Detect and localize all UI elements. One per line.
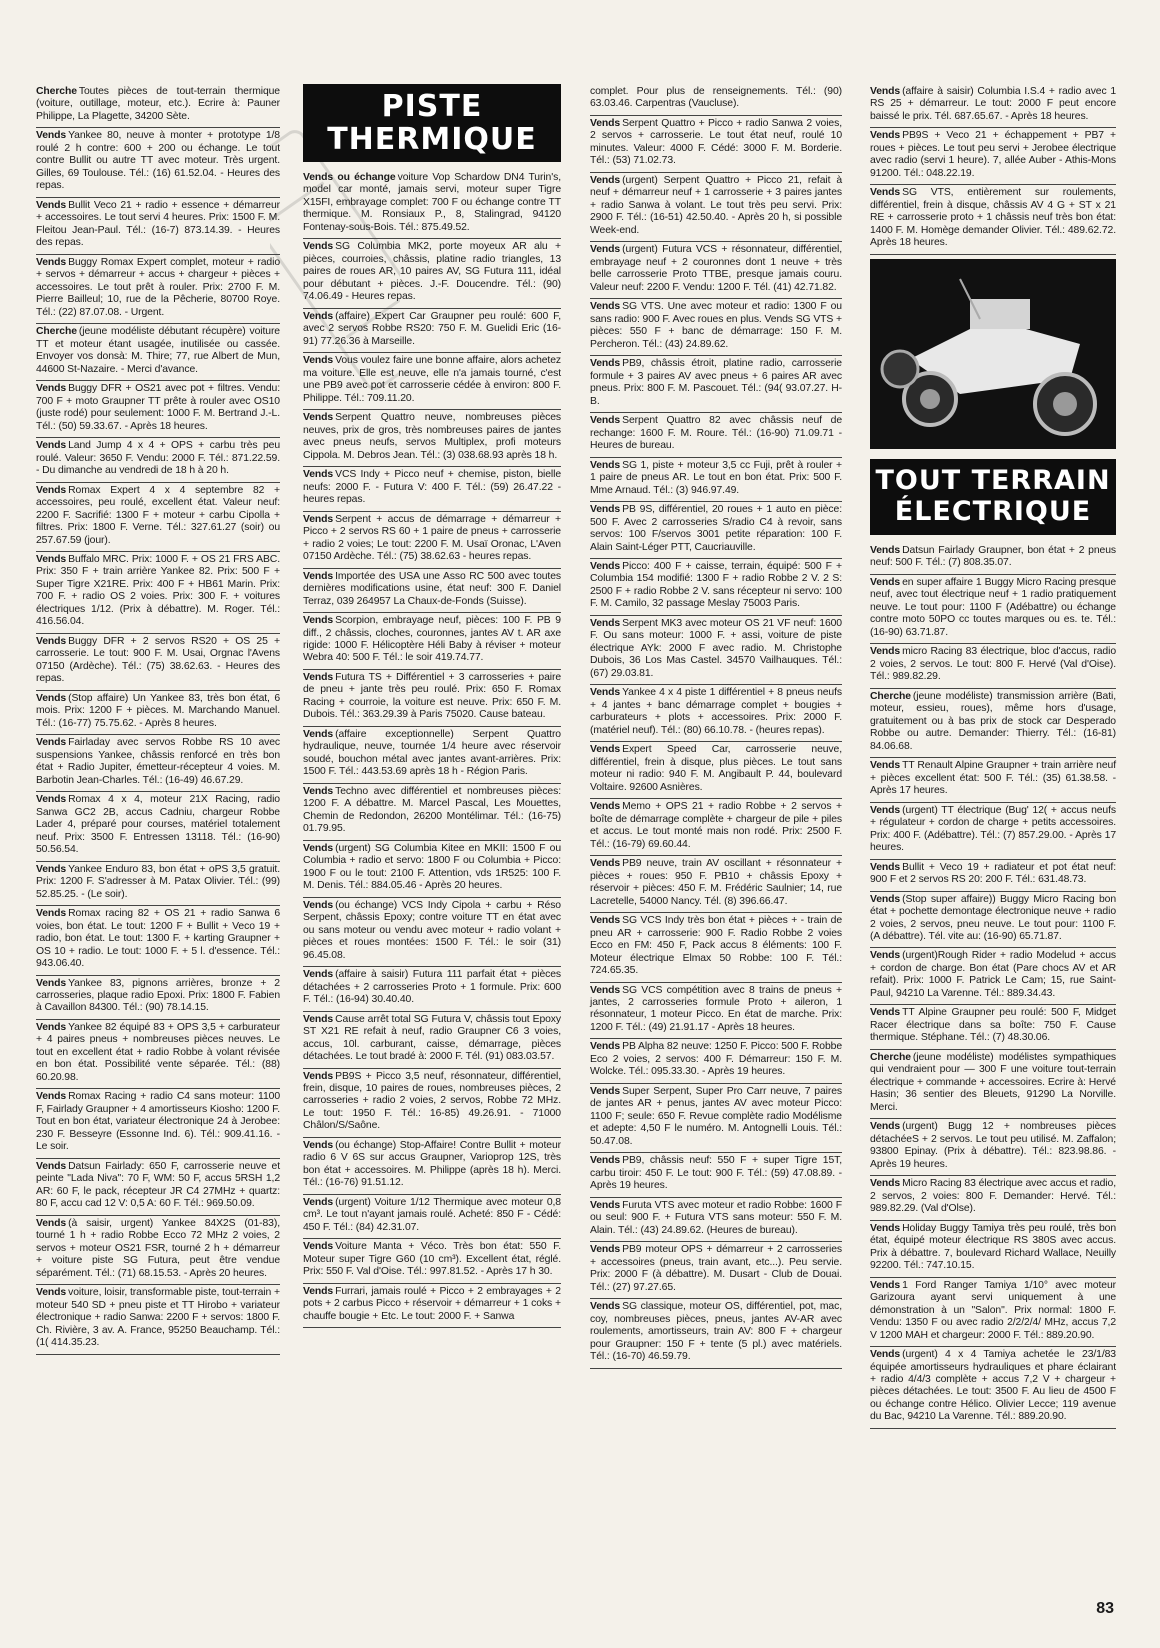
ad-text: voiture Vop Schardow DN4 Turin's, model car monté, jamais servi, moteur super Tigre X15FI, embrayage complet: 700 F ou échange contre TT thermique. M. Ronsiaux P., 8, Stalingrad, 94120 Fontenay-sous-Bois. Tél.: 875.49.52. (303, 172, 561, 233)
ad-text: TT Alpine Graupner peu roulé: 500 F, Midget Racer électrique dans sa boîte: 750 F. Cause thermique. Stéphane. Tél.: (7) 48.30.06. (870, 1007, 1116, 1044)
classified-ad (870, 84, 1116, 128)
ad-lead-word: Vends (590, 504, 621, 516)
ad-lead-word: Vends (590, 244, 621, 256)
ad-text: Romax Racing + radio C4 sans moteur: 1100 F, Fairlady Graupner + 4 amortisseurs Kiosho: 1200 F. Tout en bon état, variateur électronique 24 à Jerobee: 230 F. Besseyre (Essonne Ind. 6). Tél.: 909.41.16. - Le soir. (36, 1091, 280, 1153)
classified-ad (36, 483, 280, 552)
ad-lead-word: Vends (870, 1279, 901, 1291)
classified-ad (870, 1278, 1116, 1347)
ad-text: SG VCS Indy très bon état + pièces + - train de pneu AR + carrosserie: 900 F. Radio Robbe 2 voies Ecco en FM: 450 F, Pack accus 8 éléments: 100 F. Moteur électrique Elmax 50 Robbe: 100 F. Tél.: 724.65.35. (590, 915, 842, 977)
classified-ad (303, 841, 561, 898)
classified-ad (303, 1284, 561, 1328)
ad-text: Picco: 400 F + caisse, terrain, équipé: 500 F + Columbia 154 modifié: 1300 F + radio Robbe 2 V. 2 S: 2500 F + radio Robbe 2 V. sans récepteur ni servo: 100 F. M. Camilo, 32 passage Meslay 75003 Paris. (590, 560, 842, 610)
section-banner-tout-terrain-electrique (870, 459, 1116, 535)
classified-ad (870, 860, 1116, 892)
ad-lead-word: Vends (590, 358, 621, 370)
ad-text: Super Serpent, Super Pro Carr neuve, 7 paires de jantes AR + penus, jantes AV avec moteur Picco: 1100 F; seule: 650 F. Revue complète radio Modélisme et adepte: 4,50 F le numéro. M. Antognelli Louis. Tél.: 50.47.08. (590, 1085, 842, 1147)
ad-text: Yankee 4 x 4 piste 1 différentiel + 8 pneus neufs + 4 jantes + banc démarrage complet + bougies + carburateurs + plots + accessoires. Prix: 2000 F. (matériel neuf). Tél.: (80) 66.10.78. - (heures repas). (590, 687, 842, 736)
classified-ad (36, 735, 280, 792)
ad-lead-word: Vends (36, 484, 67, 496)
ad-lead-word: Vends (870, 544, 901, 556)
classified-ad (590, 1299, 842, 1368)
classified-ad (36, 381, 280, 438)
rc-buggy-photo (870, 259, 1116, 449)
ad-text: Futura TS + Différentiel + 3 carrosseries + paire de pneu + jante très peu roulé. Prix: 650 F. Romax Racing + courroie, la voiture est neuve. Prix: 650 F. M. Dubois. Tél.: 363.29.39 à Paris 75020. Cause bateau. (303, 671, 561, 721)
ad-lead-word: Cherche (36, 326, 77, 338)
ad-text: (urgent) Bugg 12 + nombreuses pièces détachéeS + 2 servos. Le tout peu utilisé. M. Zaffalon; 93800 Epinay. (Prix à débattre). Tél.: 823.98.86. - Après 19 heures. (870, 1121, 1116, 1170)
classified-ad (870, 1119, 1116, 1176)
classified-ad (36, 862, 280, 906)
ad-text: (Stop super affaire)) Buggy Micro Racing bon état + pochette demontage électronique neuve + radio 2 voies, 2 servos, pneu neuve. Le tout pour: 1100 F. (A débattre). Tél. vite au: (16-90) 65.71.87. (870, 893, 1116, 942)
ad-lead-word: Cherche (870, 1051, 911, 1063)
classifieds-column-3 (590, 84, 842, 1369)
ad-text: (jeune modéliste) transmission arrière (Bati, moteur, essieu, roues), même hors d'usage, gratuitement ou à bas prix de stock car Desperado Robbe ou autre. Demander: Thierry. Tél.: (16-81) 84.06.68. (870, 690, 1116, 752)
classified-ad (870, 1050, 1116, 1119)
ad-lead-word: Vends (590, 1301, 621, 1313)
ad-lead-word: Vends (590, 1085, 621, 1097)
ad-text: Yankee 82 équipé 83 + OPS 3,5 + carburateur + 4 paires pneus + nombreuses pièces neuves. Le tout en excellent état + radio Robbe à volant révisée en bon état. Possibilité vente séparée. Tél.: (88) 60.20.98. (36, 1021, 280, 1083)
ad-text: (urgent) Serpent Quattro + Picco 21, refait à neuf + démarreur neuf + 1 carrosserie + 3 paires jantes + radio Sanwa à volant. Le tout très peu servi. Prix: 2900 F. Tél.: (16-51) 42.50.40. - Après 20 h, si possible Week-end. (590, 174, 842, 236)
ad-text: Holiday Buggy Tamiya très peu roulé, très bon état, équipé moteur électrique RS 380S avec accus. Prix à débattre. 7, boulevard Richard Wallace, Neuilly 92200. Tél.: 747.10.15. (870, 1222, 1116, 1272)
classified-ad (36, 324, 280, 381)
ad-lead-word: Vends (870, 86, 901, 97)
ad-lead-word: Vends (303, 969, 334, 981)
classified-ad (590, 983, 842, 1040)
ad-lead-word: Vends (870, 1222, 901, 1234)
ad-lead-word: Vends (870, 646, 901, 658)
ad-text: Importée des USA une Asso RC 500 avec toutes dernières modifications usine, état neuf: 300 F. Daniel Terraz, 039 264957 La Chaux-de-Fonds (Suisse). (303, 570, 561, 607)
classified-ad (36, 1089, 280, 1158)
ad-lead-word: Vends (36, 692, 67, 704)
ad-text: Buggy Romax Expert complet, moteur + radio + servos + démarreur + accus + chargeur + pièces + accessoires. Le tout prêt à rouler. Prix: 2700 F. M. Pierre Bailleul; 10, rue de la Pêcherie, 80700 Roye. Tél.: (22) 87.07.08. - Urgent. (36, 256, 280, 318)
ad-lead-word: Vends ou échange (303, 172, 396, 183)
classified-ad (870, 575, 1116, 644)
ad-lead-word: Vends (303, 412, 334, 424)
classified-ad (303, 1195, 561, 1239)
ad-lead-word: Vends (36, 908, 67, 920)
ad-text: Bullit + Veco 19 + radiateur et pot état neuf: 900 F et 2 servos RS 20: 200 F. Tél.: 631.48.73. (870, 861, 1116, 886)
ad-text: (à saisir, urgent) Yankee 84X2S (01-83), tourné 1 h + radio Robbe Ecco 72 MHz 2 voies, 2 servos + moteur OS21 FSR, tourné 2 h + démarreur + voiture piste SG Futura, peut être vendue séparément. Tél.: (71) 68.15.53. - Après 20 heures. (36, 1217, 280, 1279)
classified-ad (303, 898, 561, 967)
ad-lead-word: Vends (303, 355, 334, 367)
ad-text: (urgent) Futura VCS + résonnateur, différentiel, embrayage neuf + 2 couronnes dont 1 neuve + très belle carrosserie Proto TTBE, presque jamais couru. Valeur neuf: 2200 F. Vendu: 1200 F. Tél. (41) 42.71.82. (590, 244, 842, 293)
classified-ad (303, 309, 561, 353)
ad-lead-word: Vends (590, 117, 621, 129)
ad-text: (jeune modéliste) modélistes sympathiques qui vendraient pour — 300 F une voiture tout-terrain électrique + commande + accessoires. Ecrire à: Hervé Hasin; 36 sentier des Bleuets, 91290 La Norville. Merci. (870, 1051, 1116, 1113)
classified-ad (303, 784, 561, 841)
ad-lead-word: Vends (590, 301, 621, 313)
classified-ad (590, 742, 842, 799)
ad-lead-word: Vends (36, 199, 67, 211)
ad-text: Buffalo MRC. Prix: 1000 F. + OS 21 FRS ABC. Prix: 350 F + train arrière Yankee 82. Prix: 500 F + Super Tigre X21RE. Prix: 400 F + HB61 Marin. Prix: 700 F. + radio OS 2 voies. Prix: 300 F. + voitures électriques 1/12. (Prix à débattre). M. Roger. Tél.: 416.56.04. (36, 553, 280, 628)
classified-ad (36, 1285, 280, 1354)
ad-text: (urgent) SG Columbia Kitee en MKII: 1500 F ou Columbia + radio et servo: 1800 F ou Columbia + Picco: 1900 F ou le tout: 2100 F. Attention, vds 1R525: 100 F. M. Denis. Tél.: 884.05.46 - Après 20 heures. (303, 842, 561, 892)
ad-text: PB9, châssis étroit, platine radio, carrosserie formule + 3 paires AV avec pneus + 6 paires AR avec pneus. Prix: 800 F. M. Pascouet. Tél.: (94( 93.07.27. H-B. (590, 358, 842, 407)
classified-ad (590, 458, 842, 502)
ad-text: Cause arrêt total SG Futura V, châssis tout Epoxy ST X21 RE refait à neuf, radio Graupner C6 3 voies, accus, 10l. carburant, caisse, démarrage, pièces détachées. Le tout bradé à: 2000 F. Tél. (91) 083.03.57. (303, 1013, 561, 1063)
ad-lead-word: Vends (36, 794, 67, 806)
ad-text: SG 1, piste + moteur 3,5 cc Fuji, prêt à rouler + 1 paire de pneus AR. Le tout en bon état. Prix: 500 F. Mme Arnaud. Tél.: (3) 946.97.49. (590, 459, 842, 496)
ad-text: Toutes pièces de tout-terrain thermique (voiture, outillage, moteur, etc.). Ecrire à: Pauner Philippe, La Plagette, 34200 Sète. (36, 86, 280, 122)
classified-ad (590, 685, 842, 742)
ad-text: 1 Ford Ranger Tamiya 1/10° avec moteur Garizoura ayant servi uniquement à une démonstration à un "Salon". Prix normal: 1800 F. Vendu: 1350 F ou avec radio 2/2/2/4/ MHz, accus 7,2 V 1200 MAH et chargeur: 2000 F. Tél.: 889.20.90. (870, 1279, 1116, 1341)
ad-text: (Stop affaire) Un Yankee 83, très bon état, 6 mois. Prix: 1200 F + pièces. M. Marchando Manuel. Tél.: (16-77) 75.75.62. - Après 8 heures. (36, 692, 280, 729)
ad-text: Vous voulez faire une bonne affaire, alors achetez ma voiture. Elle est neuve, elle n'a jamais tourné, c'est une PB9 avec pot et carrosserie cédée à environ: 800 F. Philippe. Tél.: 709.11.20. (303, 355, 561, 404)
classified-ad (36, 438, 280, 482)
classified-ad (303, 1069, 561, 1138)
classified-ad (590, 1198, 842, 1242)
ad-text: voiture, loisir, transformable piste, tout-terrain + moteur 540 SD + pneu piste et TT Hirobo + variateur électronique + radio Sanwa: 2200 F + servos: 1800 F. Ch. Rivière, 3 av. A. France, 95250 Beauchamp. Tél.: (1( 414.35.23. (36, 1287, 280, 1349)
ad-lead-word: Vends (36, 553, 67, 565)
ad-text: Scorpion, embrayage neuf, pièces: 100 F. PB 9 diff., 2 châssis, cloches, couronnes, jantes AV t. AR axe rigide: 1000 F. Hélicoptère Héli Baby à réviser + moteur Webra 40: 500 F. Tél.: le soir 419.74.77. (303, 615, 561, 664)
ad-lead-word: Vends (303, 1139, 334, 1151)
ad-lead-word: Vends (303, 513, 334, 525)
ad-lead-word: Vends (870, 130, 901, 142)
ad-text: PB9, châssis neuf: 550 F + super Tigre 15T, carbu tiroir: 450 F. Le tout: 900 F. Tél.: (59) 47.08.89. - Après 19 heures. (590, 1155, 842, 1192)
ad-lead-word: Vends (870, 950, 901, 962)
ad-lead-word: Vends (590, 560, 621, 572)
ad-lead-word: Vends (590, 1041, 621, 1053)
classified-ad (590, 1084, 842, 1153)
ad-lead-word: Vends (870, 1121, 901, 1133)
classified-ad (36, 634, 280, 691)
ad-text: (affaire) Expert Car Graupner peu roulé: 600 F, avec 2 servos Robbe RS20: 750 F. M. Guelidi Eric (16-91) 77.26.36 à Marseille. (303, 310, 561, 347)
ad-text: Furuta VTS avec moteur et radio Robbe: 1600 F ou seul: 900 F. + Futura VTS sans moteur: 550 F. M. Alain. Tél.: (43) 24.89.62. (Heures de bureau). (590, 1199, 842, 1236)
classified-ad (36, 128, 280, 197)
classified-ad (590, 799, 842, 856)
ad-lead-word: Vends (303, 310, 334, 322)
ad-text: Datsun Fairlady Graupner, bon état + 2 pneus neuf: 500 F. Tél.: (7) 808.35.07. (870, 544, 1116, 569)
classified-ad (36, 976, 280, 1020)
ad-lead-word: Vends (36, 977, 67, 989)
ad-lead-word: Vends (870, 760, 901, 772)
ad-lead-word: Vends (303, 1070, 334, 1082)
ad-lead-word: Vends (870, 804, 901, 816)
ad-lead-word: Vends (36, 1091, 67, 1103)
classified-ad (36, 906, 280, 975)
ad-lead-word: Vends (870, 1349, 901, 1361)
ad-lead-word: Vends (590, 744, 621, 756)
ad-lead-word: Vends (36, 1021, 67, 1033)
ad-text: PB9 neuve, train AV oscillant + résonnateur + pièces + roues: 950 F. PB10 + châssis Epoxy + réservoir + pièces: 450 F. M. Frédéric Saulnier; 14, rue Lacretelle, 54000 Nancy. Tél. (8) 396.66.47. (590, 858, 842, 907)
ad-lead-word: Vends (303, 1241, 334, 1253)
classified-ad (303, 1138, 561, 1195)
ad-text: PB Alpha 82 neuve: 1250 F. Picco: 500 F. Robbe Eco 2 voies, 2 servos: 400 F. Démarreur: 150 F. M. Wolcke. Tél.: 095.33.30. - Après 19 heures. (590, 1041, 842, 1078)
classified-ad (590, 413, 842, 457)
ad-lead-word: Vends (590, 617, 621, 629)
classified-ad (590, 84, 842, 116)
ad-lead-word: Vends (303, 469, 334, 481)
ad-text: Serpent Quattro 82 avec châssis neuf de rechange: 1600 F. M. Roure. Tél.: (16-90) 71.09.71 - Heures de bureau. (590, 415, 842, 452)
ad-text: Romax 4 x 4, moteur 21X Racing, radio Sanwa GC2 2B, accus Cadniu, chargeur Robbe Lader 4, préparé pour courses, matériel totalement neuf. Prix: 3500 F. Entressen 13118. Tél.: (16-90) 50.56.54. (36, 794, 280, 856)
classified-ad (590, 502, 842, 559)
classified-ad (590, 1242, 842, 1299)
classified-ad (590, 856, 842, 913)
classified-ad (590, 1153, 842, 1197)
ad-text: VCS Indy + Picco neuf + chemise, piston, bielle neufs: 2000 F. - Futura V: 400 F. Tél.: (59) 26.47.22 - heures repas. (303, 469, 561, 506)
classified-ad (36, 552, 280, 634)
classified-ad (303, 353, 561, 410)
ad-text: (jeune modéliste débutant récupère) voiture TT et moteur étant usagée, inutilisée ou cassée. Envoyer vos donsà: M. Thire; 77, rue Albert de Mun, 44600 St-Nazaire. - Merci d'avance. (36, 326, 280, 375)
ad-text: complet. Pour plus de renseignements. Tél.: (90) 63.03.46. Carpentras (Vaucluse). (590, 86, 842, 110)
ad-text: Datsun Fairlady: 650 F, carrosserie neuve et peinte "Lada Niva": 70 F, WM: 50 F, accus 5RSH 1,2 AR: 60 F, le pack, récepteur JR C4 27MHz + quartz: 80 F, accu cad 12 V: 0,5 A: 60 F. Tél.: 969.50.09. (36, 1160, 280, 1210)
classified-ad (36, 84, 280, 128)
ad-text: Land Jump 4 x 4 + OPS + carbu très peu roulé. Valeur: 3650 F. Vendu: 2000 F. Tél.: 871.22.59. - Du dimanche au vendredi de 18 h à 20 h. (36, 440, 280, 477)
ad-lead-word: Vends (590, 858, 621, 870)
classified-ad (870, 892, 1116, 949)
ad-lead-word: Vends (590, 915, 621, 927)
ad-lead-word: Vends (590, 984, 621, 996)
classified-ad (870, 128, 1116, 185)
classified-ad (590, 913, 842, 982)
ad-lead-word: Vends (590, 1155, 621, 1167)
classified-ad (303, 239, 561, 308)
ad-lead-word: Vends (303, 570, 334, 582)
classified-ad (36, 1159, 280, 1216)
classified-ad (590, 356, 842, 413)
ad-lead-word: Vends (303, 1196, 334, 1208)
ad-text: Techno avec différentiel et nombreuses pièces: 1200 F. A débattre. M. Marcel Pascal, Les Mouettes, Chemin de Redondon, 26200 Montélimar. Tél.: (16-75) 01.79.95. (303, 785, 561, 835)
ad-lead-word: Vends (303, 842, 334, 854)
ad-text: PB 9S, différentiel, 20 roues + 1 auto en pièce: 500 F. Avec 2 carrosseries S/radio C4 à revoir, sans servos: 100 F/servos 3001 petite réparation: 100 F. Alain Saint-Léger PTT, Caucriauville. (590, 504, 842, 553)
ad-lead-word: Cherche (870, 690, 911, 702)
ad-lead-word: Vends (590, 801, 621, 813)
ad-lead-word: Vends (303, 671, 334, 683)
ad-lead-word: Cherche (36, 86, 77, 97)
ad-lead-word: Vends (303, 728, 334, 740)
ad-lead-word: Vends (36, 1217, 67, 1229)
ad-text: Expert Speed Car, carrosserie neuve, différentiel, frein à disque, plus pièces. Le tout sans moteur ni radio: 940 F. M. Angibault P. 44, boulevard Voltaire. 92600 Asnières. (590, 744, 842, 793)
ad-text: Bullit Veco 21 + radio + essence + démarreur + accessoires. Le tout servi 4 heures. Prix: 1500 F. M. Fleitou Jean-Paul. Tél.: (16-7) 873.14.39. - Heures des repas. (36, 199, 280, 249)
ad-text: (affaire à saisir) Columbia I.S.4 + radio avec 1 RS 25 + démarreur. Le tout: 2000 F peut encore baissé le prix. Tél. 687.65.67. - Après 18 heures. (870, 86, 1116, 122)
classified-ad (870, 689, 1116, 758)
ad-text: Furrari, jamais roulé + Picco + 2 embrayages + 2 pots + 2 carbus Picco + réservoir + démarreur + 1 coks + chauffe bougie + Etc. Le tout: 2000 F. + Sanwa (303, 1285, 561, 1322)
classified-ad (303, 170, 561, 239)
ad-text: Romax Expert 4 x 4 septembre 82 + accessoires, peu roulé, excellent état. Valeur neuf: 2200 F. Sacrifié: 1300 F + moteur + carbu Cipolla + filtres. Prix: 1800 F. Verne. Tél.: 327.61.27 (soir) ou 257.67.59 (jour). (36, 484, 280, 546)
ad-lead-word: Vends (303, 899, 334, 911)
classified-ad (870, 1221, 1116, 1278)
classified-ad (303, 569, 561, 613)
ad-text: Memo + OPS 21 + radio Robbe + 2 servos + boîte de démarrage complète + chargeur de pile + piles et accus. Le tout monté mais non rodé. Prix: 2500 F. Tél.: (16-79) 69.60.44. (590, 801, 842, 850)
classified-ad (36, 255, 280, 324)
ad-lead-word: Vends (590, 174, 621, 186)
ad-text: Serpent Quattro + Picco + radio Sanwa 2 voies, 2 servos + carrosserie. Le tout état neuf, roulé 10 minutes. Valeur: 4000 F. Cédé: 3000 F. M. Borderie. Tél.: (53) 71.02.73. (590, 117, 842, 167)
classified-ad (303, 727, 561, 784)
ad-lead-word: Vends (36, 863, 67, 875)
classified-ad (870, 1176, 1116, 1220)
ad-lead-word: Vends (590, 687, 621, 699)
ad-text: Serpent Quattro neuve, nombreuses pièces neuves, prix de gros, très nombreuses paires de jantes avec pneus neufs, servos Multiplex, profi moteurs Cippola. M. Debros Jean. Tél.: (3) 038.68.93 après 18 h. (303, 412, 561, 461)
ad-lead-word: Vends (303, 1285, 334, 1297)
ad-text: Yankee 80, neuve à monter + prototype 1/8 roulé 2 h contre: 600 + 200 ou échange. Le tout contre Bullit ou autre TT avec moteur. Très urgent. Gilles, 69 Toulouse. Tél.: (16) 61.52.04. - Heures des repas. (36, 130, 280, 192)
ad-lead-word: Vends (303, 615, 334, 627)
ad-text: (ou échange) VCS Indy Cipola + carbu + Réso Serpent, châssis Epoxy; contre voiture TT en état avec ou sans moteur ou vendu avec moteur + radio volant + pièces et roues montées: 1500 F. Tél.: le soir (31) 96.45.08. (303, 899, 561, 961)
ad-text: SG classique, moteur OS, différentiel, pot, mac, coy, nombreuses pièces, pneus, jantes AV-AR avec roulements, amortisseurs, train AV: 800 F + chargeur pour Graupner: 150 F + tente (5 pl.) avec matériels. Tél.: (16-70) 46.59.79. (590, 1301, 842, 1363)
classified-ad (870, 543, 1116, 575)
ad-lead-word: Vends (870, 893, 901, 905)
classified-ad (870, 185, 1116, 254)
ad-text: (ou échange) Stop-Affaire! Contre Bullit + moteur radio 6 V 6S sur accus Graupner, Varioprop 12S, très bon état + accessoires. M. Philippe (après 18 h). Merci. Tél.: (16-76) 91.51.12. (303, 1139, 561, 1189)
classified-ad (870, 1005, 1116, 1049)
ad-lead-word: Vends (36, 635, 67, 647)
ad-lead-word: Vends (870, 576, 901, 588)
classified-ad (303, 512, 561, 569)
ad-lead-word: Vends (870, 861, 901, 873)
ad-text: (affaire exceptionnelle) Serpent Quattro hydraulique, neuve, tournée 1/4 heure avec réservoir soudé, bouchon métal avec jantes avant-arrières. Prix: 1500 F. Tél.: 443.53.69 après 18 h - Région Paris. (303, 728, 561, 778)
classified-ad (590, 116, 842, 173)
ad-text: Serpent MK3 avec moteur OS 21 VF neuf: 1600 F. Ou sans moteur: 1000 F. + assi, voiture de piste électrique AYk: 2000 F avec radio. M. Christophe Dubois, 36 Los Mas Castel. 34570 Vailhauques. Tél.: (67) 29.03.81. (590, 617, 842, 679)
ad-lead-word: Vends (303, 785, 334, 797)
ad-lead-word: Vends (870, 187, 901, 199)
ad-text: PB9S + Veco 21 + échappement + PB7 + roues + pièces. Le tout peu servi + Jerobee électrique avec radio (servi 1 heure). 7, allée Auber - Athis-Mons 91200. Tél.: 048.22.19. (870, 130, 1116, 179)
ad-lead-word: Vends (303, 1013, 334, 1025)
page-number: 83 (1096, 1600, 1114, 1617)
classified-ad (303, 967, 561, 1011)
classified-ad (303, 613, 561, 670)
ad-text: SG VTS, entièrement sur roulements, différentiel, frein à disque, châssis AV 4 G + ST x 21 RE + carrosserie proto + 1 châssis neuf très bon état: 1400 F. M. Homège demander Olivier. Tél.: 489.62.72. Après 18 heures. (870, 187, 1116, 249)
ad-text: Yankee 83, pignons arrières, bronze + 2 carrosseries, plaque radio Epoxi. Prix: 1800 F. Fabien à Cavaillon 84300. Tél.: (90) 78.14.15. (36, 977, 280, 1014)
classified-ad (36, 691, 280, 735)
ad-text: Buggy DFR + OS21 avec pot + filtres. Vendu: 700 F + moto Graupner TT prête à rouler avec OS10 (juste rodé) pour seulement: 1000 F. M. Bertrand J.-L. Tél.: (50) 59.33.67. - Après 18 heures. (36, 383, 280, 432)
classified-ad (36, 1216, 280, 1285)
classified-ad (590, 559, 842, 616)
tout-terrain-banner-text: TOUT TERRAIN ÉLECTRIQUE (875, 464, 1111, 527)
classified-ad (590, 616, 842, 685)
ad-lead-word: Vends (36, 440, 67, 452)
ad-text: Yankee Enduro 83, bon état + oPS 3,5 gratuit. Prix: 1200 F. S'adresser à M. Patax Olivier. Tél.: (99) 52.85.25. - (Le soir). (36, 863, 280, 900)
classified-ad (36, 792, 280, 861)
classified-ad (870, 803, 1116, 860)
classified-ad (303, 670, 561, 727)
classifieds-column-1 (36, 84, 280, 1355)
classified-ad (303, 1012, 561, 1069)
classifieds-column-4 (870, 84, 1116, 1429)
ad-lead-word: Vends (590, 459, 621, 471)
ad-text: (urgent)Rough Rider + radio Modelud + accus + cordon de charge. Bon état (Pare chocs AV et AR refait). Prix: 1000 F. Patrick Le Cam; 15, rue Saint-Paul, 94210 La Varenne. Tél.: 889.34.43. (870, 950, 1116, 999)
ad-lead-word: Vends (870, 1007, 901, 1019)
ad-text: en super affaire 1 Buggy Micro Racing presque neuf, avec tout électrique neuf + 1 radio pratiquement neuve. Le tout pour: 1100 F (Adébattre) ou échange contre moto 50PO cc toutes marques ou es. te. Tél.: (16-90) 63.71.87. (870, 576, 1116, 638)
ad-lead-word: Vends (36, 1160, 67, 1172)
classifieds-column-2 (303, 84, 561, 1328)
ad-text: (urgent) 4 x 4 Tamiya achetée le 23/1/83 équipée amortisseurs hydrauliques et phare éclairant + radio 4/4/3 complète + accus 7,2 V + chargeur + pièces détachées. Le tout: 3500 F. Au lieu de 4500 F ou échange contre Hélico. Olivier Lecce; 119 avenue du Bac, 94210 La Varenne. Tél.: 889.20.90. (870, 1349, 1116, 1423)
ad-text: Buggy DFR + 2 servos RS20 + OS 25 + carrosserie. Le tout: 900 F. M. Usai, Orgnac l'Avens 07150 (Ardèche). Tél.: (75) 38.62.63. - Heures des repas. (36, 635, 280, 685)
classified-ad (303, 1239, 561, 1283)
ad-text: Micro Racing 83 électrique avec accus et radio, 2 servos, 2 voies: 800 F. Demander: Hervé. Tél.: 989.82.29. (Val d'Olse). (870, 1178, 1116, 1215)
ad-lead-word: Vends (590, 1199, 621, 1211)
classified-ad (590, 242, 842, 299)
ad-lead-word: Vends (36, 1287, 67, 1299)
classified-ad (590, 299, 842, 356)
ad-text: micro Racing 83 électrique, bloc d'accus, radio 2 voies, 2 servos. Le tout: 800 F. Hervé (Val d'Oise). Tél.: 989.82.29. (870, 646, 1116, 683)
classified-ad (870, 644, 1116, 688)
classified-ad (36, 198, 280, 255)
ad-lead-word: Vends (36, 130, 67, 142)
ad-text: (urgent) Voiture 1/12 Thermique avec moteur 0,8 cm³. Le tout n'ayant jamais roulé. Acheté: 850 F - Cédé: 450 F. Tél.: (84) 42.31.07. (303, 1196, 561, 1233)
classified-ad (590, 173, 842, 242)
ad-lead-word: Vends (36, 256, 67, 268)
ad-text: SG Columbia MK2, porte moyeux AR alu + pièces, courroies, châssis, platine radio triangles, 13 paires de roues AR, 10 paires AV, SG Futura 111, idéal pour débutant + pièces. J.-F. Doucendre. Tél.: (90) 74.06.49 - Heures repas. (303, 241, 561, 303)
ad-lead-word: Vends (590, 1244, 621, 1256)
ad-lead-word: Vends (36, 737, 67, 749)
ad-text: PB9S + Picco 3,5 neuf, résonnateur, différentiel, frein, disque, 10 paires de roues, nombreuses pièces, 2 carrosseries + radio 2 voies, 2 servos, Robbe 72 MHz. Le tout: 1950 F. Tél.: 16-85) 49.26.91. - 71000 Châlon/S/Saône. (303, 1070, 561, 1132)
ad-lead-word: Vends (303, 241, 334, 253)
ad-text: (urgent) TT électrique (Bug' 12( + accus neufs + régulateur + cordon de charge + petits accessoires. Prix: 400 F. (Adébattre). Tél.: (7) 857.29.00. - Après 17 heures. (870, 804, 1116, 854)
ad-text: Fairladay avec servos Robbe RS 10 avec suspensions Yankee, châssis renforcé en très bon état + Radio Jupiter, émetteur-récepteur 4 voies. M. Barbotin Jean-Charles. Tél.: (16-49) 46.67.29. (36, 737, 280, 786)
ad-text: SG VTS. Une avec moteur et radio: 1300 F ou sans radio: 900 F. Avec roues en plus. Vends SG VTS + pièces: 550 F + banc de démarrage: 150 F. M. Percheron. Tél.: (43) 24.89.62. (590, 301, 842, 350)
ad-lead-word: Vends (870, 1178, 901, 1190)
ad-text: (affaire à saisir) Futura 111 parfait état + pièces détachées + 2 carrosseries Proto + 1 formule. Prix: 600 F. Tél.: (16-94) 30.40.40. (303, 969, 561, 1006)
ad-text: PB9 moteur OPS + démarreur + 2 carrosseries + accessoires (pneus, train avant, etc...). Peu servie. Prix: 2000 F (à débattre). M. Dusart - Club de Douai. Tél.: (27) 97.27.65. (590, 1244, 842, 1293)
ad-lead-word: Vends (590, 415, 621, 427)
classified-ad (303, 467, 561, 511)
ad-text: Romax racing 82 + OS 21 + radio Sanwa 6 voies, bon état. Le tout: 1200 F + Bullit + Veco 19 + radio, bon état. Le tout: 1300 F. + karting Graupner + OS 10 + radio. Le tout: 1000 F. + 5 l. d'essence. Tél.: 943.06.40. (36, 908, 280, 970)
section-banner-piste-thermique: PISTE THERMIQUE (303, 84, 561, 162)
ad-text: Serpent + accus de démarrage + démarreur + Picco + 2 servos RS 60 + 1 paire de pneus + carrosserie + radio 2 voies; Le tout: 2200 F. M. Usaï Oronac, L'Aven 07150 Ardèche. Tél.: (75) 38.62.63 - heures repas. (303, 513, 561, 563)
classified-ad (870, 758, 1116, 802)
ad-text: SG VCS compétition avec 8 trains de pneus + jantes, 2 carrosseries formule Proto + aileron, 1 résonnateur, 1 moteur Picco. En état de marche. Prix: 1200 F. Tél.: (49) 21.91.17 - Après 18 heures. (590, 984, 842, 1033)
ad-text: Voiture Manta + Véco. Très bon état: 550 F. Moteur super Tigre G60 (10 cm³). Excellent état, réglé. Prix: 550 F. Val d'Oise. Tél.: 997.81.52. - Après 17 h 30. (303, 1241, 561, 1278)
ad-lead-word: Vends (36, 383, 67, 395)
classified-ad (870, 948, 1116, 1005)
classified-ad (36, 1020, 280, 1089)
classified-ad (870, 1347, 1116, 1429)
classified-ad (303, 410, 561, 467)
ad-text: TT Renault Alpine Graupner + train arrière neuf + pièces excellent état: 500 F. Tél.: (35) 61.38.58. - Après 17 heures. (870, 760, 1116, 797)
classified-ad (590, 1039, 842, 1083)
